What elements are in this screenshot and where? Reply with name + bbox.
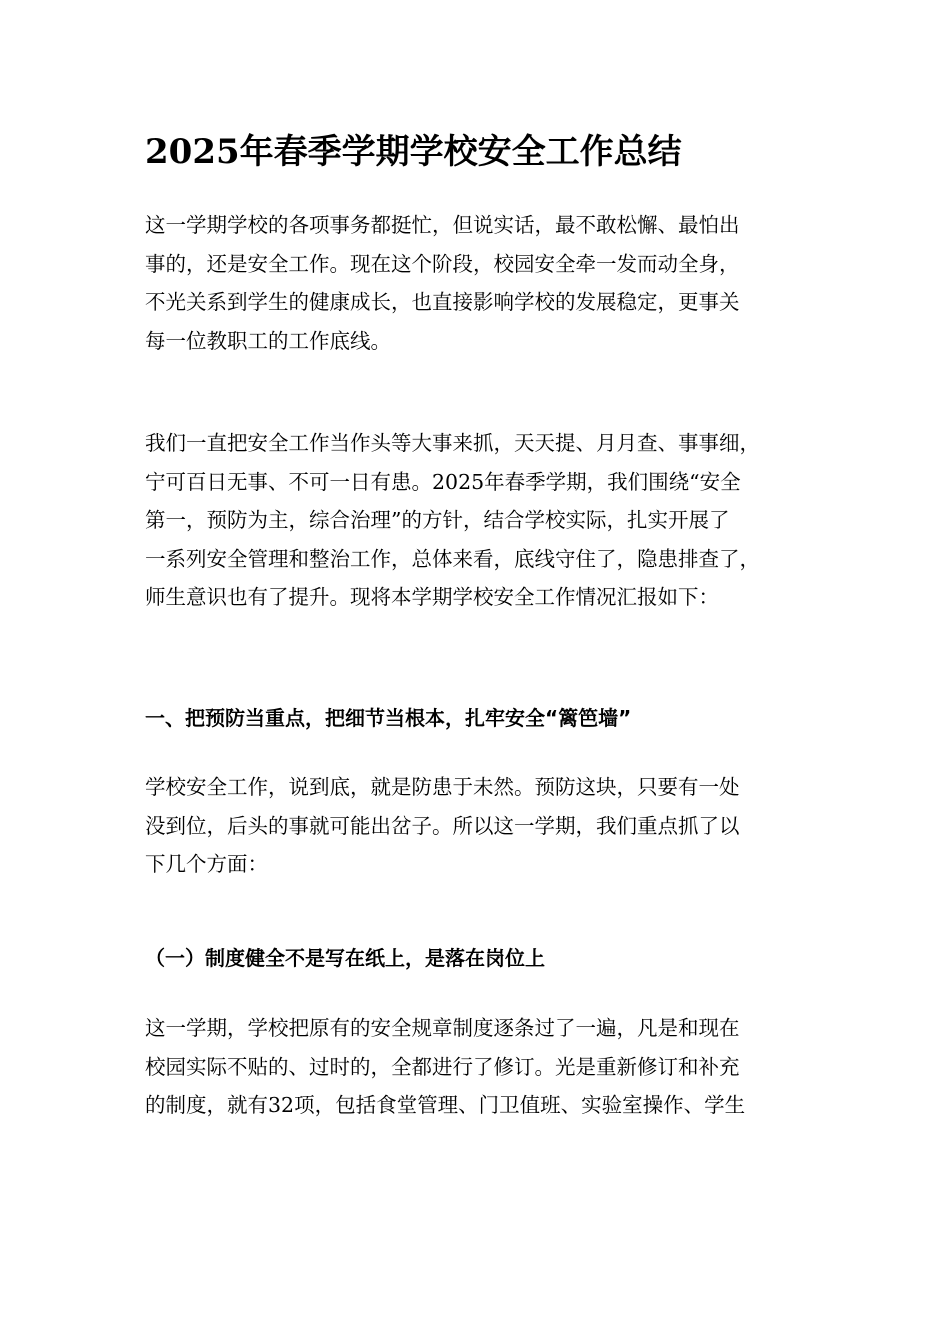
paragraph-line: 不光关系到学生的健康成长，也直接影响学校的发展稳定，更事关 [145, 290, 740, 314]
paragraph-line: 事的，还是安全工作。现在这个阶段，校园安全牵一发而动全身， [145, 251, 740, 276]
paragraph-line: 一系列安全管理和整治工作，总体来看，底线守住了，隐患排查了， [145, 546, 760, 571]
overview-paragraph [145, 424, 805, 617]
paragraph-line: 这一学期，学校把原有的安全规章制度逐条过了一遍，凡是和现在 [145, 1016, 740, 1040]
paragraph-line: 学校安全工作，说到底，就是防患于未然。预防这块，只要有一处 [145, 775, 740, 799]
section-heading: 一、把预防当重点，把细节当根本，扎牢安全“篱笆墙” [145, 706, 632, 730]
document-title: 2025年春季学期学校安全工作总结 [145, 132, 682, 172]
intro-paragraph [145, 206, 805, 360]
section-paragraph [145, 768, 805, 884]
subsection-paragraph [145, 1009, 805, 1125]
paragraph-line: 的制度，就有32项，包括食堂管理、门卫值班、实验室操作、学生 [145, 1093, 746, 1117]
paragraph-line: 没到位，后头的事就可能出岔子。所以这一学期，我们重点抓了以 [145, 813, 740, 838]
paragraph-line: 我们一直把安全工作当作头等大事来抓，天天提、月月查、事事细， [145, 431, 760, 455]
paragraph-line: 下几个方面： [145, 852, 268, 876]
paragraph-line: 每一位教职工的工作底线。 [145, 328, 391, 353]
paragraph-line: 师生意识也有了提升。现将本学期学校安全工作情况汇报如下： [145, 585, 719, 609]
subsection-heading: （一）制度健全不是写在纸上，是落在岗位上 [145, 946, 545, 970]
paragraph-line: 校园实际不贴的、过时的，全都进行了修订。光是重新修订和补充 [145, 1054, 740, 1079]
paragraph-line: 第一，预防为主，综合治理”的方针，结合学校实际，扎实开展了 [145, 508, 730, 532]
paragraph-line: 宁可百日无事、不可一日有患。2025年春季学期，我们围绕“安全 [145, 469, 741, 494]
paragraph-line: 这一学期学校的各项事务都挺忙，但说实话，最不敢松懈、最怕出 [145, 213, 740, 237]
